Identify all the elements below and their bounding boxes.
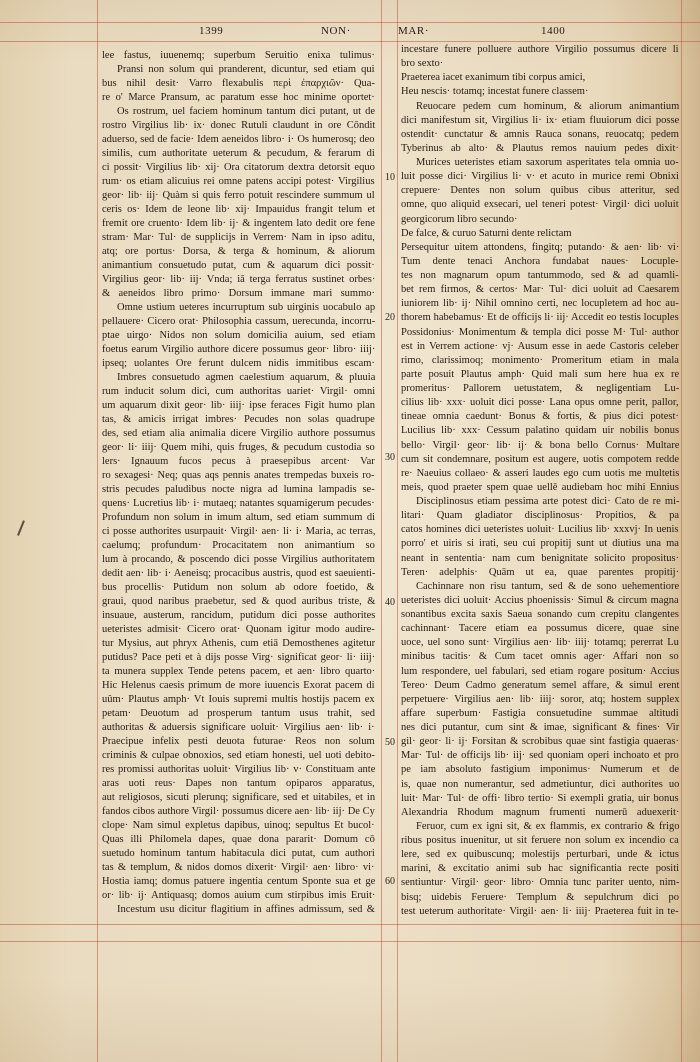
text-line: ta munera supplex Tende petens pacem, et aen· libro quarto· [102, 666, 376, 677]
text-line: graui, quod naribus praebetur, sed & quod auribus triste, & [102, 596, 376, 607]
text-line: insuaue, austerum, rancidum, putidum dici posse authorites [102, 610, 376, 621]
text-line: Possidonius· Monimentum & templa dici posse M· Tul· author [401, 326, 679, 338]
line-number: 20 [385, 312, 395, 323]
text-line: bisq; uidebis Feruere· Templum & sepulchrum dici po [401, 891, 679, 903]
text-line: tas, & amicis irrigat imbres· Pecudes non solas quadrupe [102, 414, 375, 425]
text-line: fandos cibos authore Virgil· possumus dicere aen· lib· iij· De Cy [102, 806, 375, 817]
text-line: rum inducit solum dici, cum authoritas uariet· Virgil· omni [102, 386, 376, 397]
text-line: bet rem firmos, & certos· Mar· Tul· dici uoluit ad Caesarem [401, 284, 680, 296]
text-line: clope· Nam simul expletus dapibus, uinoq; sepultus Et bucol· [102, 820, 375, 831]
text-line: Cachinnare non risu tantum, sed & de sono uehementiore [416, 580, 680, 592]
text-line: Virgilius geor· lib· iij· Vnda; iā terga ferratus sustinet orbes· [102, 274, 376, 285]
text-line: res promissi authoritas uoluit· Virgilius lib· v· Constituam ante [102, 764, 376, 775]
text-line: Os rostrum, uel faciem hominum tantum dici putant, ut de [117, 106, 376, 117]
text-line: uûm· Plautus amph· Vt Iouis supremi multis hostijs pacem ex [102, 694, 375, 705]
text-line: tineae omnia caedunt· Bonus & fortis, & pius dici potest· [401, 411, 679, 423]
text-line: dedit aen· lib· i· Aeneisq; procacibus austris, quod est saeuienti- [102, 568, 376, 579]
text-line: gil· geor· li· ij· Forsitan & scrobibus quae sint fastigia quaeras· [401, 736, 679, 748]
text-line: rostro Virgilius lib· ix· donec Rutuli claudunt in ore Cōndit [102, 120, 376, 131]
text-line: ueteristes dici uoluit· Accius phoenissis· Simul & circum magna [401, 594, 679, 606]
text-line: est in Verrem actione· vj· Ausum esse in aede Castoris celeber [401, 340, 679, 352]
ruling-line [0, 41, 700, 42]
text-line: stris pecudes paludibus nocte nigra ad lumina lampadis se- [102, 484, 375, 495]
text-line: ro sexagesi· Neq; quas aqs pennis anates trempedas buxeis ro- [102, 470, 375, 481]
text-line: aduerso, sed de facie· Idem aeneidos libro· i· Os humerosq; deo [102, 134, 375, 145]
text-line: neant in sententia· nam cum benignitate solicito propositus· [401, 552, 680, 564]
text-line: Murices ueteristes etiam saxorum asperitates tela omnia uo- [416, 157, 679, 168]
text-line: georgicorum libro secundo· [401, 213, 518, 225]
text-line: geor· lib· iij· Quàm si quis ferro potuit rescindere summum ul [102, 190, 375, 201]
text-line: bro sexto· [401, 58, 444, 70]
text-line: omne, quo aliquid exsecari, uel teneri potest· Virgil· dici uoluit [401, 199, 679, 211]
text-line: ueteristes admisit· Cicero orat· Quonam igitur modo audire- [102, 624, 375, 635]
text-line: luit· Mar· Tul· de offi· libro tertio· Si exempli gratia, uir bonus [401, 792, 679, 804]
text-line: Quas illi Philomela dapes, quae dona pararit· Domum cō [102, 834, 375, 845]
text-line: porro' et uiris si irati, seu cui propitij sunt ut diutius una ma [401, 538, 679, 550]
text-line: Tum dente tenaci Anchora fundabat naues· Locuple- [401, 255, 679, 267]
ink-mark [17, 520, 24, 535]
text-line: bus procellis· Putidum non solum ab odore foetido, & [102, 582, 375, 593]
text-line: parte posuit Plautus amph· Quid mali sum here hua ex re [401, 368, 680, 380]
text-line: aut religiosos, sicuti plerunq; significare, sed et uitabiles, et in [102, 792, 376, 803]
text-line: stram· Mar· Tul· de supplicijs in Verrem· Nam in ipso aditu, [102, 232, 375, 243]
text-line: Tereo· Deum Cadmo generatum semel affare, & simul erent [401, 679, 680, 691]
text-line: tur Mysius, aut phryx Athenis, cum etiā Demosthenes agitetur [102, 638, 376, 649]
text-line: Omne ustium ueteres incurruptum sub uirginis uocabulo ap [117, 302, 376, 313]
text-line: perpetuere· Virgilius aen· lib· iiij· soror, atq; hostem supplex [401, 693, 680, 705]
text-line: ci possit· Virgilius lib· xij· Ora citatorum dextra detorsit equo [102, 162, 375, 173]
text-line: & aeneidos libro primo· Dorsum immane mari summo· [102, 288, 375, 299]
line-number: 60 [385, 876, 395, 887]
text-line: ptae uirgo· Nidos non solum domicilia auium, sed etiam [102, 330, 376, 341]
text-line: sentiuntur· Virgil· geor· libro· Omnia tunc pariter uento, nim- [401, 877, 680, 889]
text-line: similis, cum authoritate ueterum & pecudum, & ferarum di [102, 148, 375, 159]
text-line: lee fastus, iuuenemq; superbum Seruitio enixa tulimus· [102, 50, 375, 61]
text-line: bus nihil desit· Varro flexabulis περὶ ἐπαρχιῶν· Qua- [102, 78, 375, 89]
text-line: promeritus· Pallorem uetustatem, & negligentiam Lu- [401, 383, 680, 394]
text-line: pellauere· Cicero orat· Philosophia cassum, uerecunda, incorru- [102, 316, 376, 327]
text-line: Praecipue infelix pesti deuota futurae· Reos non solum [102, 736, 375, 747]
text-line: rimo, clarissimoq; monimento· Promeritum etiam in mala [401, 354, 679, 366]
line-number: 30 [385, 452, 395, 463]
text-line: ostendit· cunctatur & amnis Rauca sonans, reuocatq; pedem [401, 128, 679, 140]
text-line: des, sed etiam alia animalia dicere Virgilio authore possumus [102, 428, 376, 439]
text-line: ipseq; uolantes Ore ferunt dulcem nidis immitibus escam· [102, 358, 375, 369]
text-line: cum sit condemnare, positum est augere, uotis compotem redde [401, 453, 680, 465]
running-head-right: MAR· [398, 25, 430, 37]
ruling-line [397, 0, 398, 1062]
text-line: sonantibus excita saxis Saeua sonando cum crepitu clangentes [401, 609, 679, 620]
text-line: Praeterea iacet exanimum tibi corpus amici, [401, 72, 586, 84]
text-line: geor· li· iiij· Quem mihi, quis fruges, & pecudum custodia so [102, 442, 375, 453]
text-line: animantium consuetudo putat, cum & aquarum dici possit· [102, 260, 375, 271]
text-line: Lucilius lib· xxx· Cessum palatino quidam uir nobilis bonus [401, 425, 680, 437]
text-line: incestare funere polluere authore Virgilio possumus dicere li [401, 44, 679, 55]
text-line: quens· Lucretius lib· i· mutaeq; natantes squamigerum pecudes· [102, 498, 375, 509]
ruling-line [381, 0, 382, 1062]
text-line: nes dici putantur, cum sint & imae, significant & fines· Vir [401, 722, 680, 733]
text-line: tas & templum, & nidos domos dixerit· Virgil· aen· libro· vi· [102, 862, 375, 873]
text-line: rum· os etiam alicuius rei omne patens accipi potest· Virgilius [102, 176, 375, 187]
ruling-line [0, 941, 700, 942]
text-line: Teren· adelphis· Quām ut ea, quae parentes propitij· [401, 566, 680, 578]
text-line: lers· Ignauum fucos pecus à praesepibus arcent· Var [102, 456, 375, 467]
text-line: caelumq; profundum· Procacitatem non animantium so [102, 540, 375, 551]
text-line: lum respondere, uel fabulari, sed etiam rogare positum· Accius [401, 665, 680, 677]
text-line: cachinnant· Tacere etiam ea possumus dicere, quae sine [401, 623, 680, 635]
text-line: bello· Virgil· geor· lib· ij· & bona bello Cornus· Multare [401, 439, 680, 451]
running-head-left: NON· [321, 25, 351, 37]
text-line: Hic Helenus caesis primum de more iuuencis Exorat pacem di [102, 680, 375, 691]
text-line: dici manifestum sit, Virgilius li· ix· etiam fluuiorum dici posse [401, 114, 680, 126]
text-line: Reuocare pedem cum hominum, & aliorum animantium [416, 100, 680, 112]
text-line: putidus? Pace peti et à dijs posse Virg· significat geor· li· iiij· [102, 652, 376, 663]
text-line: Persequitur uitem attondens, fingitq; putando· & aen· lib· vi· [401, 241, 680, 253]
column-right [401, 43, 679, 919]
text-line: ceris os· Idem de leone lib· xij· Impauidus frangit telum et [102, 204, 376, 215]
text-line: criminis & culpae obnoxios, sed etiam honesti, uel uoti debito- [102, 750, 375, 761]
text-line: re o' Marce Pransum, ac paratum esse hoc minime oportet· [102, 92, 375, 103]
text-line: um aquarum dixit geor· lib· iiij· ipse feraces Figit humo plan [102, 400, 376, 411]
text-line: pe iam absoluto fastigium imponimus· Numerum et de [401, 764, 680, 776]
text-line: authoritas & aduersis significare uoluit· Virgilius aen· lib· i· [102, 722, 375, 733]
text-line: meis, quod praeter spem quae uellē audiebam hoc mihi Ennius [401, 481, 680, 493]
text-line: Mar· Tul· de officijs lib· iij· sed quoniam operi inchoato et pro [401, 750, 679, 762]
text-line: Feruor, cum ex igni sit, & ex flammis, ex contrario & frigo [416, 820, 680, 832]
text-line: litari· Quam gladiator disciplinosus· Propitios, & pa [401, 510, 680, 522]
text-line: petam· Deuotum ad prosperum tantum usus trahit, sed [102, 708, 376, 719]
text-line: thorem habebamus· Et de officijs li· iij· Accedit eo testis locuples [401, 312, 679, 324]
column-number-left: 1399 [199, 25, 224, 37]
text-line: De falce, & curuo Saturni dente relictam [401, 227, 572, 239]
text-line: re· Naeuius collaeo· & asseri laudes ego cum uotis me multetis [401, 467, 680, 479]
text-line: affare superbum· Fastigia consuetudine summae altitudi [401, 707, 679, 719]
text-line: lere, sed ex quibuscunq; molestijs perturbari, unde & ictus [401, 849, 679, 861]
text-line: luit posse dici· Virgilius li· v· et acuto in murice remi Obnixi [401, 171, 679, 183]
text-line: Tyberinus ab alto· & Plautus remos nauium pedes dixit· [401, 142, 679, 154]
text-line: is, quae non numerantur, sed admetiuntur, dici authorites uo [401, 778, 680, 790]
text-line: aras uoti reus· Dapes non tantum opiparos apparatus, [102, 778, 375, 789]
text-line: Hostia iamq; domus patuere ingentia centum Sponte sua et ge [102, 876, 376, 887]
text-line: ci posse authorites usurpauit· Virgil· aen· li· i· Maria, ac terras, [102, 526, 376, 537]
text-line: Pransi non solum qui pranderent, dicuntur, sed etiam qui [117, 64, 375, 75]
text-line: catos homines dici ueteristes uoluit· Lucilius lib· xxxvj· In uenis [401, 524, 679, 536]
text-line: atq; ore portus· Dorsa, & terga & hominum, & aliorum [102, 246, 376, 257]
line-number: 50 [385, 737, 395, 748]
text-line: cilius lib· xxx· uoluit dici posse· Lana opus omne perit, pallor, [401, 397, 679, 409]
text-line: Incestum usu dicitur flagitium in affines admissum, sed & [117, 904, 375, 915]
ruling-line [97, 0, 98, 1062]
ruling-line [0, 924, 700, 925]
text-line: test ueterum authoritate· Virgil· aen· li· iiij· Praeterea fuit in te- [401, 905, 679, 917]
text-line: lum à procando, & poscendo dici posse Virgilius authoritatem [102, 554, 375, 565]
text-line: foetus earum Virgilio authore dicere possumus geor· libro· iiij· [102, 344, 376, 355]
text-line: crepuere· Dentes non solum quibus cibus atteritur, sed [401, 185, 680, 197]
text-line: iuniorem lib· ij· Nihil omnino certi, nec locupletem ad hoc au- [401, 298, 679, 310]
text-line: Alexandria Rhodum magnum frumenti numerū aduexerit· [401, 806, 680, 818]
text-line: Heu nescis· totamq; incestat funere classem· [401, 86, 589, 98]
text-line: minibus tacitis· & Cum tacet omnis ager· Affari non so [401, 651, 679, 663]
column-number-right: 1400 [541, 25, 566, 37]
line-number: 40 [385, 597, 395, 608]
text-line: Profundum non solum in imum altum, sed etiam summum di [102, 512, 376, 523]
ruling-line [0, 22, 700, 23]
text-line: Imbres consuetudo agmen caelestium aquarum, & pluuia [117, 372, 376, 383]
text-line: ribus positus inuenitur, ut sit feruere non solum ex incendio ca [401, 835, 679, 846]
text-line: fremit ore cruento· Idem lib· ij· & ingentem lato dedit ore fene [102, 218, 375, 229]
line-number: 10 [385, 172, 395, 183]
text-line: or· lib· ij· Antiquasq; domos auium cum stirpibus imis Eruit· [102, 890, 376, 901]
text-line: tes non magnarum opum tantummodo, sed & ad quamli- [401, 270, 679, 281]
text-line: uoce, uel sono sunt· Virgilius aen· lib· iiij· totamq; pererrat Lu [401, 637, 679, 649]
text-line: marini, & excitatio animi sub hac significantia recte positi [401, 863, 680, 875]
ruling-line [681, 0, 682, 1062]
column-left [102, 49, 375, 917]
text-line: Disciplinosus etiam pessima arte potest dici· Cato de re mi- [416, 496, 680, 507]
text-line: suetudo hominum tantum habitacula dici putat, cum authori [102, 848, 375, 859]
